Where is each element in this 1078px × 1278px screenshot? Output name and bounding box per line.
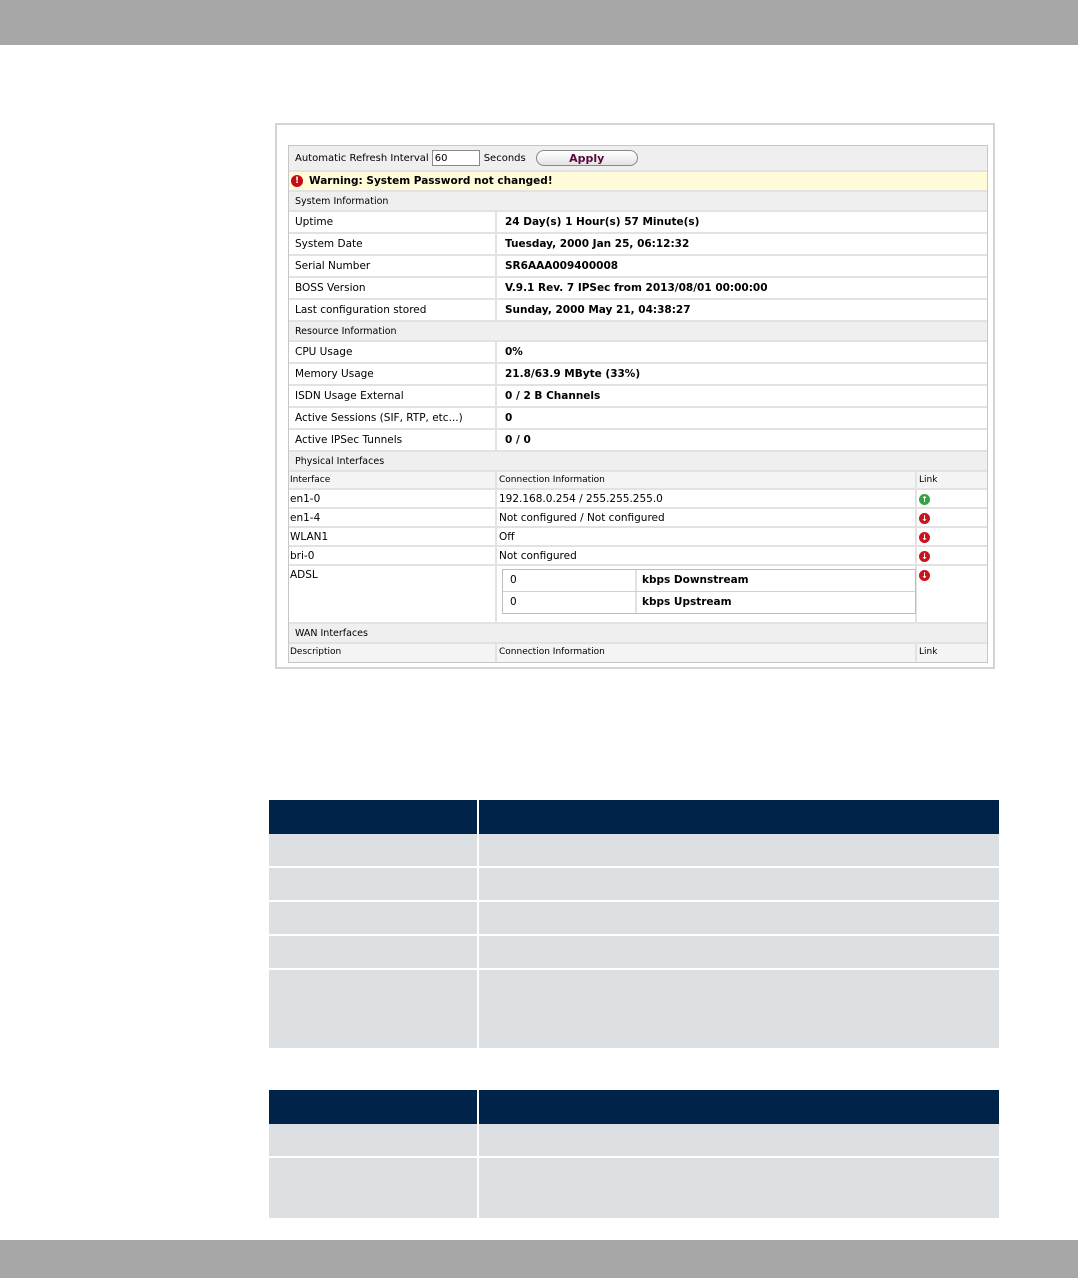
status-panel bbox=[288, 145, 988, 663]
info-value: SR6AAA009400008 bbox=[505, 260, 619, 272]
downstream-value: 0 bbox=[503, 570, 637, 591]
adsl-upstream-row bbox=[503, 592, 915, 613]
info-value: Sunday, 2000 May 21, 04:38:27 bbox=[505, 304, 691, 316]
interface-name: WLAN1 bbox=[289, 528, 497, 545]
section-physical-interfaces: Physical Interfaces bbox=[289, 452, 987, 472]
doc-table-row bbox=[269, 834, 999, 868]
top-bar bbox=[0, 0, 1078, 45]
adsl-rates-table bbox=[502, 569, 916, 614]
section-wan-interfaces: WAN Interfaces bbox=[289, 624, 987, 644]
warning-text: Warning: System Password not changed! bbox=[309, 175, 553, 187]
doc-table-row bbox=[269, 902, 999, 936]
interface-info: Not configured bbox=[497, 547, 917, 564]
resource-label: Memory Usage bbox=[289, 364, 497, 384]
resource-row-ipsec bbox=[289, 430, 987, 452]
resource-value: 0% bbox=[505, 346, 523, 358]
interface-name: en1-4 bbox=[289, 509, 497, 526]
resource-row-sessions bbox=[289, 408, 987, 430]
resource-value: 0 / 0 bbox=[505, 434, 531, 446]
doc-table-header bbox=[269, 1090, 999, 1124]
refresh-unit: Seconds bbox=[483, 152, 526, 164]
refresh-interval-input[interactable] bbox=[432, 150, 480, 166]
link-down-icon: ↓ bbox=[919, 513, 930, 524]
info-row-uptime bbox=[289, 212, 987, 234]
interface-name: bri-0 bbox=[289, 547, 497, 564]
doc-table-1 bbox=[269, 800, 999, 1048]
interface-info: Not configured / Not configured bbox=[497, 509, 917, 526]
apply-button[interactable]: Apply bbox=[536, 150, 638, 166]
info-row-serial-number bbox=[289, 256, 987, 278]
info-value: V.9.1 Rev. 7 IPSec from 2013/08/01 00:00:00 bbox=[505, 282, 768, 294]
resource-value: 0 / 2 B Channels bbox=[505, 390, 601, 402]
refresh-label: Automatic Refresh Interval bbox=[295, 152, 429, 164]
column-header-link: Link bbox=[919, 647, 938, 657]
resource-value: 21.8/63.9 MByte (33%) bbox=[505, 368, 641, 380]
link-down-icon: ↓ bbox=[919, 570, 930, 581]
interface-name: en1-0 bbox=[289, 490, 497, 507]
warning-row bbox=[289, 172, 987, 192]
bottom-bar bbox=[0, 1240, 1078, 1278]
interface-row-adsl bbox=[289, 566, 987, 624]
upstream-label: kbps Upstream bbox=[642, 596, 732, 608]
resource-label: Active IPSec Tunnels bbox=[289, 430, 497, 450]
interface-row-en1-4 bbox=[289, 509, 987, 528]
column-header-interface: Interface bbox=[289, 472, 497, 488]
upstream-value: 0 bbox=[503, 592, 637, 613]
refresh-row bbox=[289, 146, 987, 172]
info-value: 24 Day(s) 1 Hour(s) 57 Minute(s) bbox=[505, 216, 700, 228]
info-label: BOSS Version bbox=[289, 278, 497, 298]
info-label: System Date bbox=[289, 234, 497, 254]
column-header-link: Link bbox=[919, 475, 938, 485]
doc-table-row bbox=[269, 1124, 999, 1158]
adsl-downstream-row bbox=[503, 570, 915, 592]
info-value: Tuesday, 2000 Jan 25, 06:12:32 bbox=[505, 238, 690, 250]
info-row-boss-version bbox=[289, 278, 987, 300]
info-label: Serial Number bbox=[289, 256, 497, 276]
info-label: Last configuration stored bbox=[289, 300, 497, 320]
link-down-icon: ↓ bbox=[919, 532, 930, 543]
interface-info: 192.168.0.254 / 255.255.255.0 bbox=[497, 490, 917, 507]
resource-label: Active Sessions (SIF, RTP, etc...) bbox=[289, 408, 497, 428]
info-row-last-config bbox=[289, 300, 987, 322]
physical-header-row bbox=[289, 472, 987, 490]
resource-row-memory bbox=[289, 364, 987, 386]
status-screenshot bbox=[275, 123, 995, 669]
interface-row-en1-0 bbox=[289, 490, 987, 509]
resource-row-cpu bbox=[289, 342, 987, 364]
downstream-label: kbps Downstream bbox=[642, 574, 749, 586]
resource-row-isdn bbox=[289, 386, 987, 408]
section-system-information: System Information bbox=[289, 192, 987, 212]
resource-label: ISDN Usage External bbox=[289, 386, 497, 406]
resource-label: CPU Usage bbox=[289, 342, 497, 362]
interface-info: Off bbox=[497, 528, 917, 545]
doc-table-header bbox=[269, 800, 999, 834]
info-row-system-date bbox=[289, 234, 987, 256]
link-up-icon: ↑ bbox=[919, 494, 930, 505]
doc-table-row bbox=[269, 868, 999, 902]
doc-table-row bbox=[269, 1158, 999, 1218]
interface-row-wlan1 bbox=[289, 528, 987, 547]
wan-header-row bbox=[289, 644, 987, 662]
column-header-description: Description bbox=[289, 644, 497, 662]
info-label: Uptime bbox=[289, 212, 497, 232]
interface-name: ADSL bbox=[289, 566, 497, 622]
exclamation-icon: ! bbox=[291, 175, 303, 187]
resource-value: 0 bbox=[505, 412, 513, 424]
link-down-icon: ↓ bbox=[919, 551, 930, 562]
doc-table-2 bbox=[269, 1090, 999, 1218]
section-resource-information: Resource Information bbox=[289, 322, 987, 342]
doc-table-row bbox=[269, 936, 999, 970]
column-header-connection: Connection Information bbox=[497, 644, 917, 662]
doc-table-row bbox=[269, 970, 999, 1048]
interface-row-bri-0 bbox=[289, 547, 987, 566]
column-header-connection: Connection Information bbox=[497, 472, 917, 488]
